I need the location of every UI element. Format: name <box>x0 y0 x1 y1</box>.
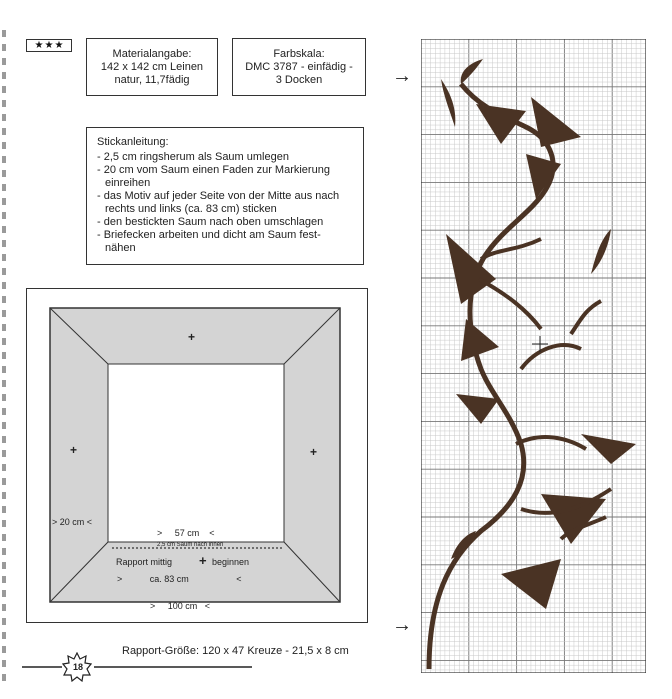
binder-hole <box>2 646 6 653</box>
binder-hole <box>2 296 6 303</box>
binder-hole <box>2 548 6 555</box>
binder-hole <box>2 436 6 443</box>
binder-hole <box>2 464 6 471</box>
star-icon: ★ <box>44 39 54 51</box>
instruction-item: - 2,5 cm ringsherum als Saum umlegen <box>97 151 289 163</box>
instruction-item: - 20 cm vom Saum einen Faden zur Markierung einreihen <box>97 164 330 189</box>
binder-hole <box>2 366 6 373</box>
binder-hole <box>2 184 6 191</box>
materials-title: Materialangabe: <box>112 47 192 60</box>
binder-hole <box>2 422 6 429</box>
cross-stitch-chart <box>421 39 646 673</box>
page-number: 18 <box>72 662 83 672</box>
color-chart-box <box>232 38 366 96</box>
border-width-label: > 20 cm < <box>52 517 93 527</box>
binder-hole <box>2 338 6 345</box>
binder-edge <box>0 0 10 699</box>
materials-box <box>86 38 218 96</box>
footer-rule <box>22 655 262 685</box>
star-icon: ★ <box>34 39 44 51</box>
binder-hole <box>2 310 6 317</box>
binder-hole <box>2 156 6 163</box>
binder-hole <box>2 632 6 639</box>
binder-hole <box>2 212 6 219</box>
binder-hole <box>2 618 6 625</box>
materials-line: natur, 11,7fädig <box>114 73 190 86</box>
arrow-right-icon: → <box>392 65 412 87</box>
binder-hole <box>2 198 6 205</box>
binder-hole <box>2 170 6 177</box>
colors-line: 3 Docken <box>275 73 323 86</box>
cloth-center <box>108 364 284 542</box>
materials-line: 142 x 142 cm Leinen <box>100 60 204 73</box>
center-mark-left: + <box>70 443 78 457</box>
binder-hole <box>2 142 6 149</box>
binder-hole <box>2 44 6 51</box>
start-label-left: Rapport mittig <box>116 557 173 567</box>
binder-hole <box>2 30 6 37</box>
rapport-size: Rapport-Größe: 120 x 47 Kreuze - 21,5 x 8 cm <box>122 645 349 657</box>
binder-hole <box>2 100 6 107</box>
binder-hole <box>2 268 6 275</box>
total-size-label: > 100 cm < <box>150 601 211 611</box>
binder-hole <box>2 520 6 527</box>
binder-hole <box>2 72 6 79</box>
binder-hole <box>2 254 6 261</box>
inner-width-label: > 57 cm < <box>157 528 215 538</box>
center-mark-top: + <box>188 330 196 344</box>
binder-hole <box>2 114 6 121</box>
binder-hole <box>2 590 6 597</box>
difficulty-rating <box>26 39 72 52</box>
binder-hole <box>2 660 6 667</box>
arrow-right-icon: → <box>392 614 412 636</box>
center-mark-right: + <box>310 445 318 459</box>
colors-title: Farbskala: <box>273 47 325 60</box>
binder-hole <box>2 128 6 135</box>
hem-label: 2,5 cm Saum nach innen <box>157 542 224 548</box>
binder-hole <box>2 450 6 457</box>
binder-hole <box>2 408 6 415</box>
binder-hole <box>2 562 6 569</box>
center-mark-bottom: + <box>199 553 207 568</box>
binder-hole <box>2 324 6 331</box>
binder-hole <box>2 492 6 499</box>
binder-hole <box>2 506 6 513</box>
binder-hole <box>2 534 6 541</box>
instruction-item: - den bestickten Saum nach oben umschlagen <box>97 216 324 228</box>
binder-hole <box>2 240 6 247</box>
binder-hole <box>2 282 6 289</box>
binder-hole <box>2 352 6 359</box>
side-length-label: > ca. 83 cm < <box>117 574 242 584</box>
binder-hole <box>2 604 6 611</box>
instruction-item: - das Motiv auf jeder Seite von der Mitte aus nach rechts und links (ca. 83 cm) sticken <box>97 190 340 215</box>
instructions-box <box>86 127 364 265</box>
binder-hole <box>2 380 6 387</box>
binder-hole <box>2 478 6 485</box>
colors-line: DMC 3787 - einfädig - <box>245 60 353 73</box>
star-icon: ★ <box>54 39 64 51</box>
instructions-title: Stickanleitung: <box>97 136 169 148</box>
binder-hole <box>2 226 6 233</box>
binder-hole <box>2 58 6 65</box>
binder-hole <box>2 576 6 583</box>
binder-hole <box>2 674 6 681</box>
start-label-right: beginnen <box>212 557 250 567</box>
binder-hole <box>2 394 6 401</box>
binder-hole <box>2 86 6 93</box>
instruction-item: - Briefecken arbeiten und dicht am Saum fest- nähen <box>97 229 321 254</box>
